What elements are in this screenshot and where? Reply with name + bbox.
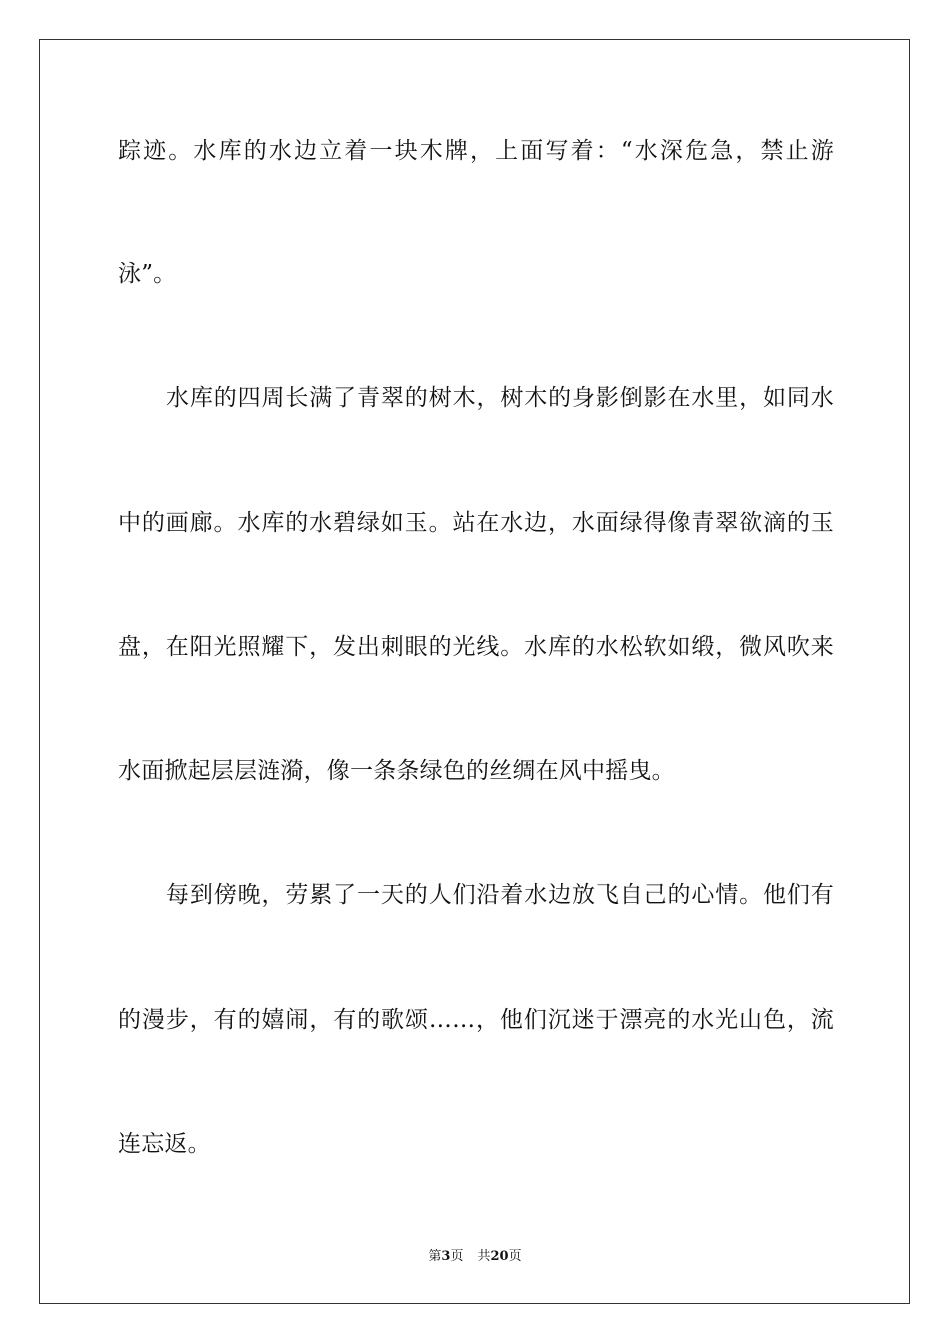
paragraph-2-line-4: 水面掀起层层涟漪，像一条条绿色的丝绸在风中摇曳。 xyxy=(118,758,675,784)
page-suffix: 页 xyxy=(450,1249,464,1264)
paragraph-2-line-2: 中的画廊。水库的水碧绿如玉。站在水边，水面绿得像青翠欲滴的玉 xyxy=(118,510,834,536)
paragraph-2-line-3: 盘，在阳光照耀下，发出刺眼的光线。水库的水松软如缎，微风吹来 xyxy=(118,634,834,660)
page-number: 3 xyxy=(441,1249,451,1264)
paragraph-3-line-3: 连忘返。 xyxy=(118,1131,211,1157)
paragraph-2-line-1: 水库的四周长满了青翠的树木，树木的身影倒影在水里，如同水 xyxy=(166,385,834,411)
total-pages: 20 xyxy=(490,1249,509,1264)
paragraph-3-line-1: 每到傍晚，劳累了一天的人们沿着水边放飞自己的心情。他们有 xyxy=(166,882,834,908)
total-prefix: 共 xyxy=(477,1249,491,1264)
paragraph-3-line-2: 的漫步，有的嬉闹，有的歌颂……，他们沉迷于漂亮的水光山色，流 xyxy=(118,1007,834,1033)
page-prefix: 第 xyxy=(428,1249,442,1264)
page-border xyxy=(39,39,910,1304)
paragraph-1-line-1: 踪迹。水库的水边立着一块木牌，上面写着：“水深危急，禁止游 xyxy=(118,138,834,164)
page-footer xyxy=(0,1248,950,1266)
paragraph-1-line-2: 泳”。 xyxy=(118,261,177,287)
total-suffix: 页 xyxy=(508,1249,522,1264)
